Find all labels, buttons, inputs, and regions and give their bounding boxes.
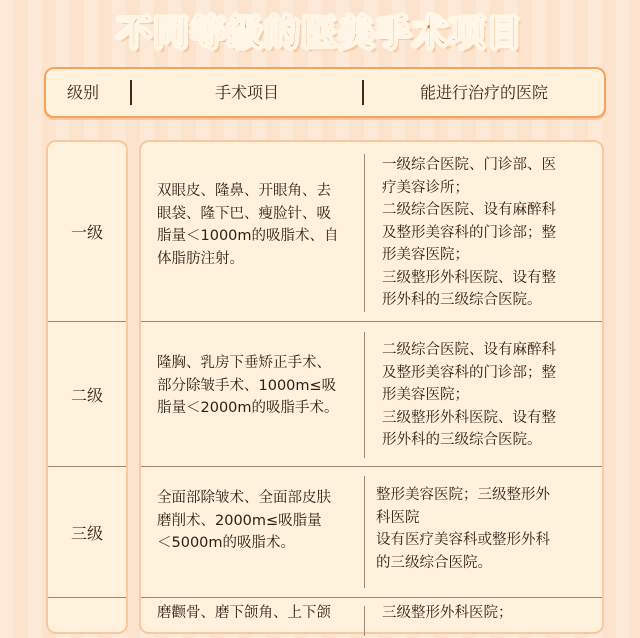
level-label: 三级 [70, 523, 103, 543]
hospital-line: 设有医疗美容科或整形外科 [376, 532, 550, 548]
column-divider [364, 476, 365, 588]
header-divider [362, 80, 364, 105]
hospital-line: 一级综合医院、门诊部、医 [382, 157, 556, 173]
procedures-cell [157, 180, 339, 270]
hospital-line: 及整形美容科的门诊部；整 [382, 224, 556, 241]
hospital-line: 形美容医院； [382, 387, 469, 403]
hospital-line: 三级整形外科医院、设有整 [382, 269, 556, 286]
procedure-line: 眼袋、隆下巴、瘦脸针、吸 [157, 205, 331, 222]
level-column [46, 140, 128, 634]
header-procedures: 手术项目 [214, 83, 279, 102]
procedure-line: 隆胸、乳房下垂矫正手术、 [157, 355, 331, 371]
hospital-line: 形外科的三级综合医院。 [382, 292, 542, 308]
hospitals-cell [376, 484, 550, 574]
hospitals-cell [382, 154, 556, 312]
procedure-line: 全面部除皱术、全面部皮肤 [157, 490, 331, 506]
hospital-line: 疗美容诊所； [382, 179, 469, 196]
level-label: 一级 [70, 223, 103, 242]
procedure-line: 部分除皱手术、1000m≤吸 [157, 377, 337, 394]
header-level: 级别 [66, 83, 99, 102]
procedure-line: 脂量＜1000m的吸脂术、自 [157, 228, 339, 244]
hospital-line: 二级综合医院、设有麻醉科 [382, 342, 556, 358]
page-title: 不同等级的医美手术项目 [116, 14, 524, 54]
hospitals-cell [382, 339, 556, 452]
header-hospitals: 能进行治疗的医院 [419, 83, 548, 102]
table-body [139, 140, 604, 634]
hospital-line: 及整形美容科的门诊部；整 [382, 364, 556, 381]
row-divider [141, 466, 602, 467]
procedures-cell [157, 487, 331, 555]
hospital-line: 的三级综合医院。 [376, 554, 492, 571]
hospital-line: 整形美容医院；三级整形外 [376, 487, 550, 503]
hospital-line: 二级综合医院、设有麻醉科 [382, 202, 556, 218]
hospital-line: 科医院 [376, 509, 420, 526]
procedure-line: 双眼皮、隆鼻、开眼角、去 [157, 183, 331, 199]
level-label: 二级 [70, 385, 103, 405]
level-label [48, 598, 126, 638]
column-divider [364, 154, 365, 312]
hospital-line: 三级整形外科医院、设有整 [382, 409, 556, 426]
procedures-cell [157, 352, 339, 420]
hospitals-cell [382, 602, 513, 625]
hospital-line: 三级整形外科医院； [382, 605, 513, 621]
procedure-line: ＜5000m的吸脂术。 [157, 535, 296, 551]
hospital-line: 形美容医院； [382, 247, 469, 263]
row-divider [141, 321, 602, 322]
column-divider [364, 332, 365, 458]
table-header [44, 67, 606, 118]
procedure-line: 磨颧骨、磨下颌角、上下颌 [157, 605, 331, 621]
procedures-cell [157, 602, 331, 625]
procedure-line: 脂量＜2000m的吸脂手术。 [157, 400, 339, 416]
row-divider [141, 597, 602, 598]
procedure-line: 体脂肪注射。 [157, 250, 244, 267]
hospital-line: 形外科的三级综合医院。 [382, 432, 542, 448]
procedure-line: 磨削术、2000m≤吸脂量 [157, 512, 322, 529]
